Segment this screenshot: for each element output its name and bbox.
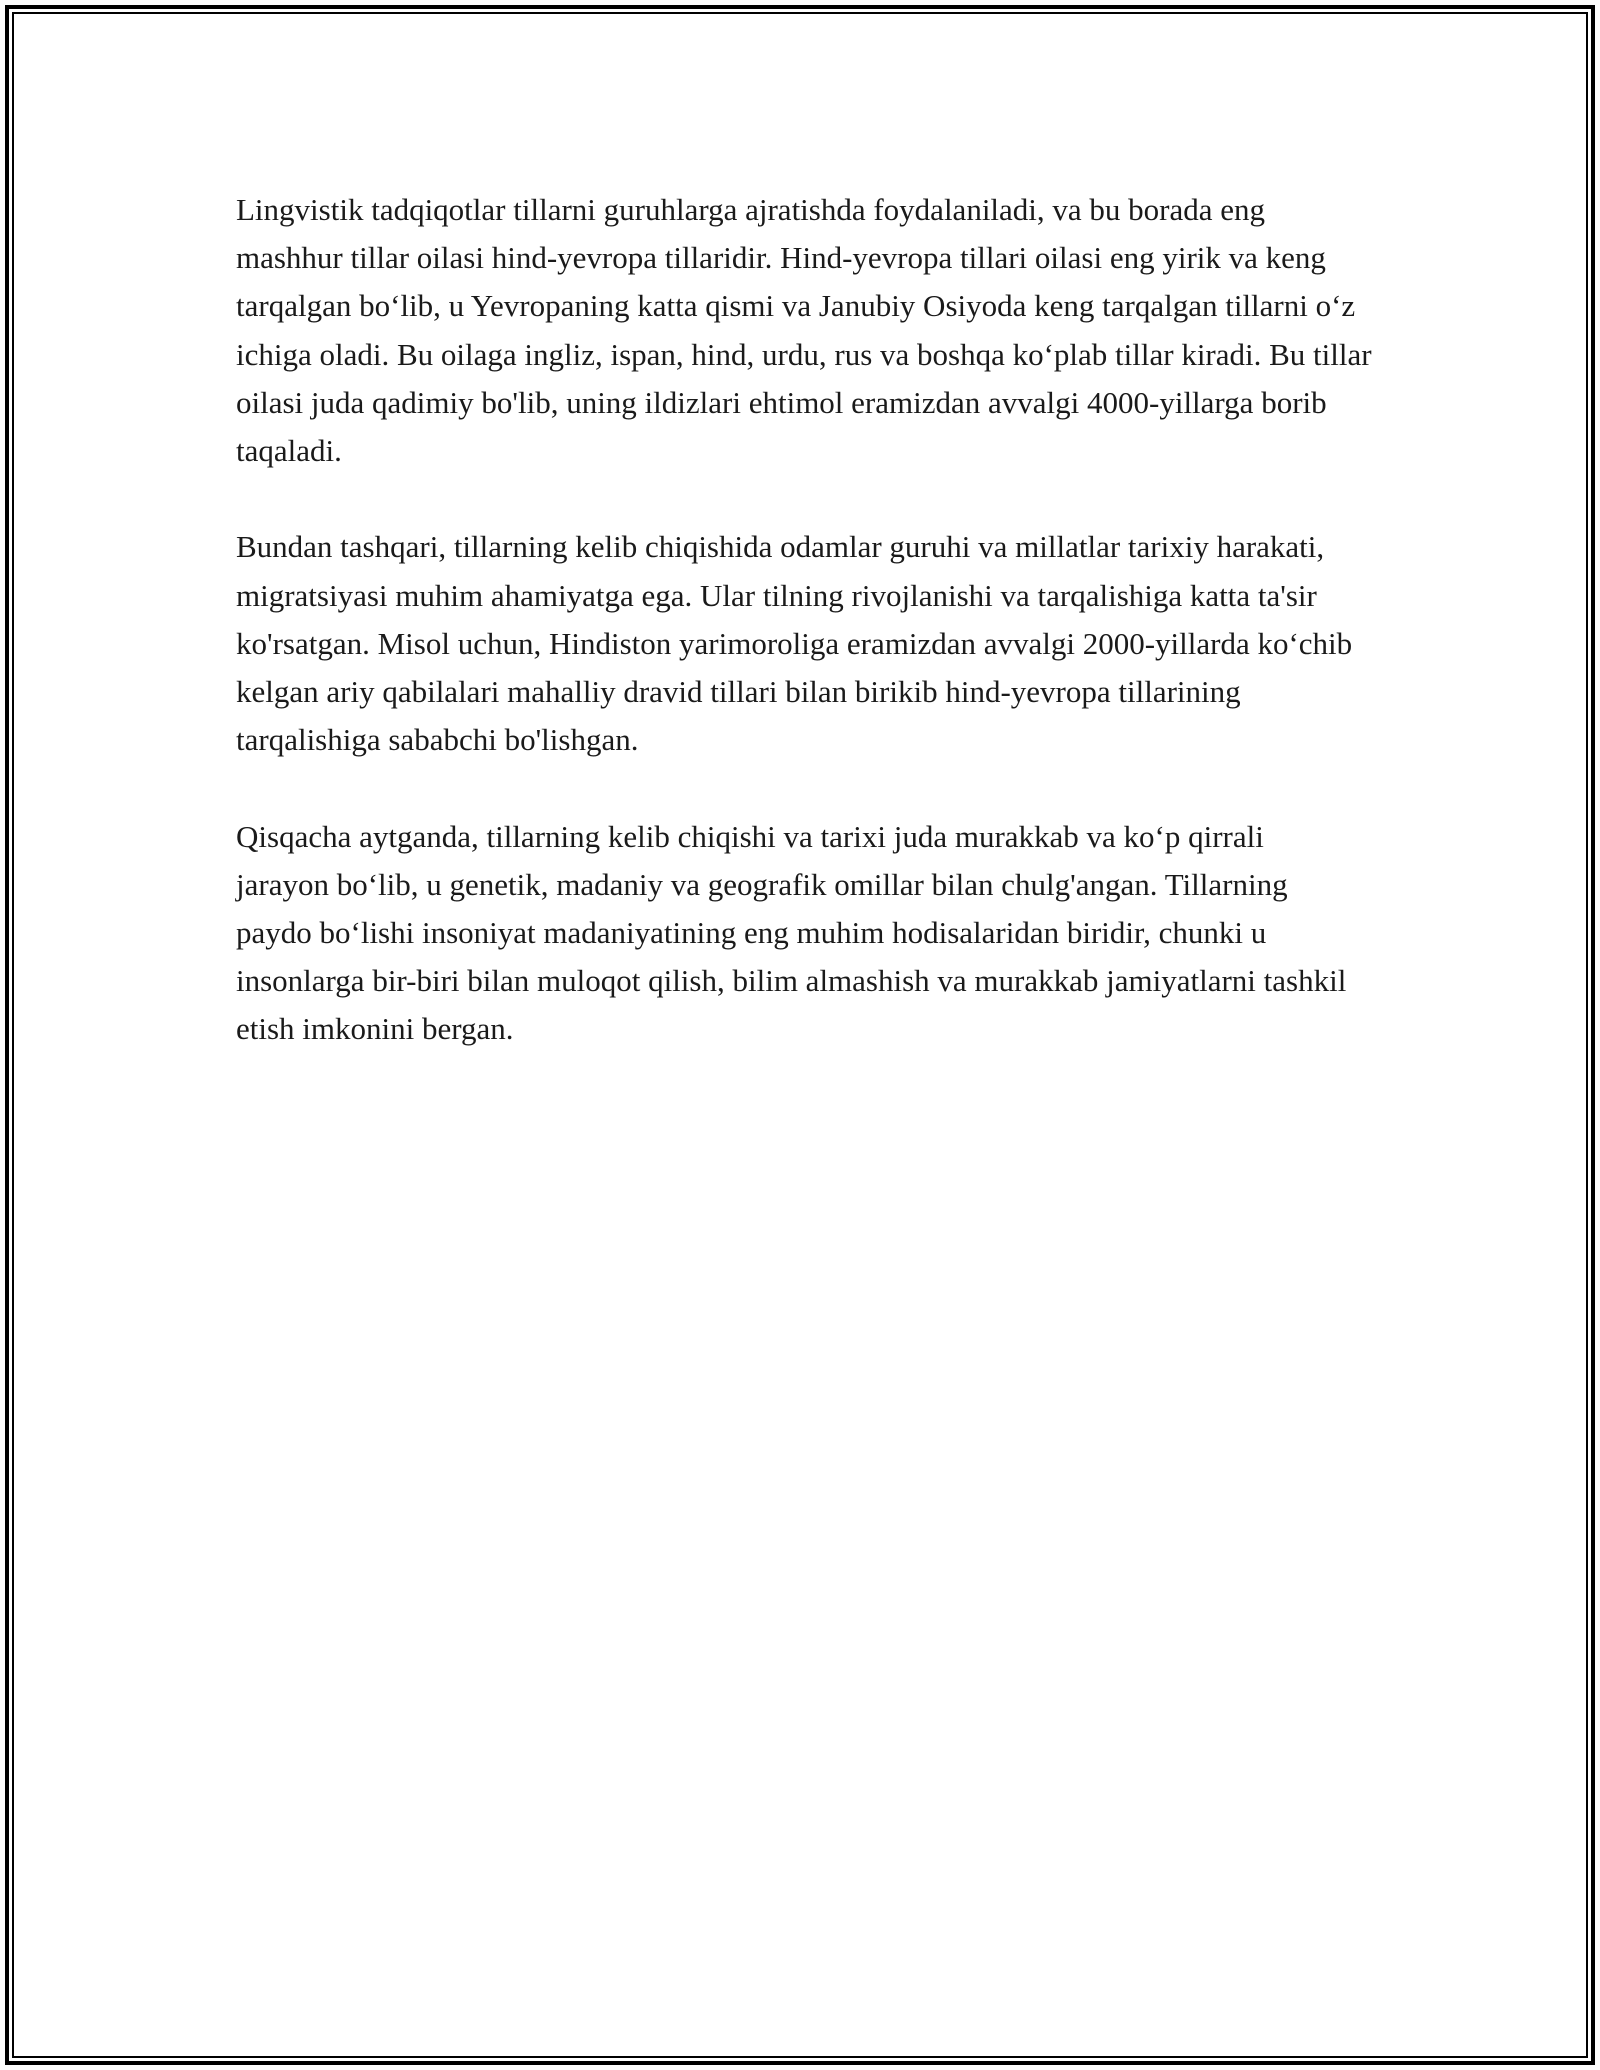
paragraph-1: Lingvistik tadqiqotlar tillarni guruhlarga ajratishda foydalaniladi, va bu borada eng mashhur tillar oilasi hind-yevropa tillaridir. Hind-yevropa tillari oilasi eng yirik va keng tarqalgan bo‘lib, u Yevropaning katta qismi va Janubiy Osiyoda keng tarqalgan tillarni o‘z ichiga oladi. Bu oilaga ingliz, ispan, hind, urdu, rus va boshqa ko‘plab tillar kiradi. Bu tillar oilasi juda qadimiy bo'lib, uning ildizlari ehtimol eramizdan avvalgi 4000-yillarga borib taqaladi. (236, 192, 1372, 469)
paragraph-3: Qisqacha aytganda, tillarning kelib chiqishi va tarixi juda murakkab va ko‘p qirrali jarayon bo‘lib, u genetik, madaniy va geografik omillar bilan chulg'angan. Tillarning paydo bo‘lishi insoniyat madaniyatining eng muhim hodisalaridan biridir, chunki u insonlarga bir-biri bilan muloqot qilish, bilim almashish va murakkab jamiyatlarni tashkil etish imkonini bergan. (236, 818, 1347, 1047)
document-body (236, 186, 1376, 1102)
paragraph-2: Bundan tashqari, tillarning kelib chiqishida odamlar guruhi va millatlar tarixiy harakati, migratsiyasi muhim ahamiyatga ega. Ular tilning rivojlanishi va tarqalishiga katta ta'sir ko'rsatgan. Misol uchun, Hindiston yarimoroliga eramizdan avvalgi 2000-yillarda ko‘chib kelgan ariy qabilalari mahalliy dravid tillari bilan birikib hind-yevropa tillarining tarqalishiga sababchi bo'lishgan. (236, 529, 1353, 758)
